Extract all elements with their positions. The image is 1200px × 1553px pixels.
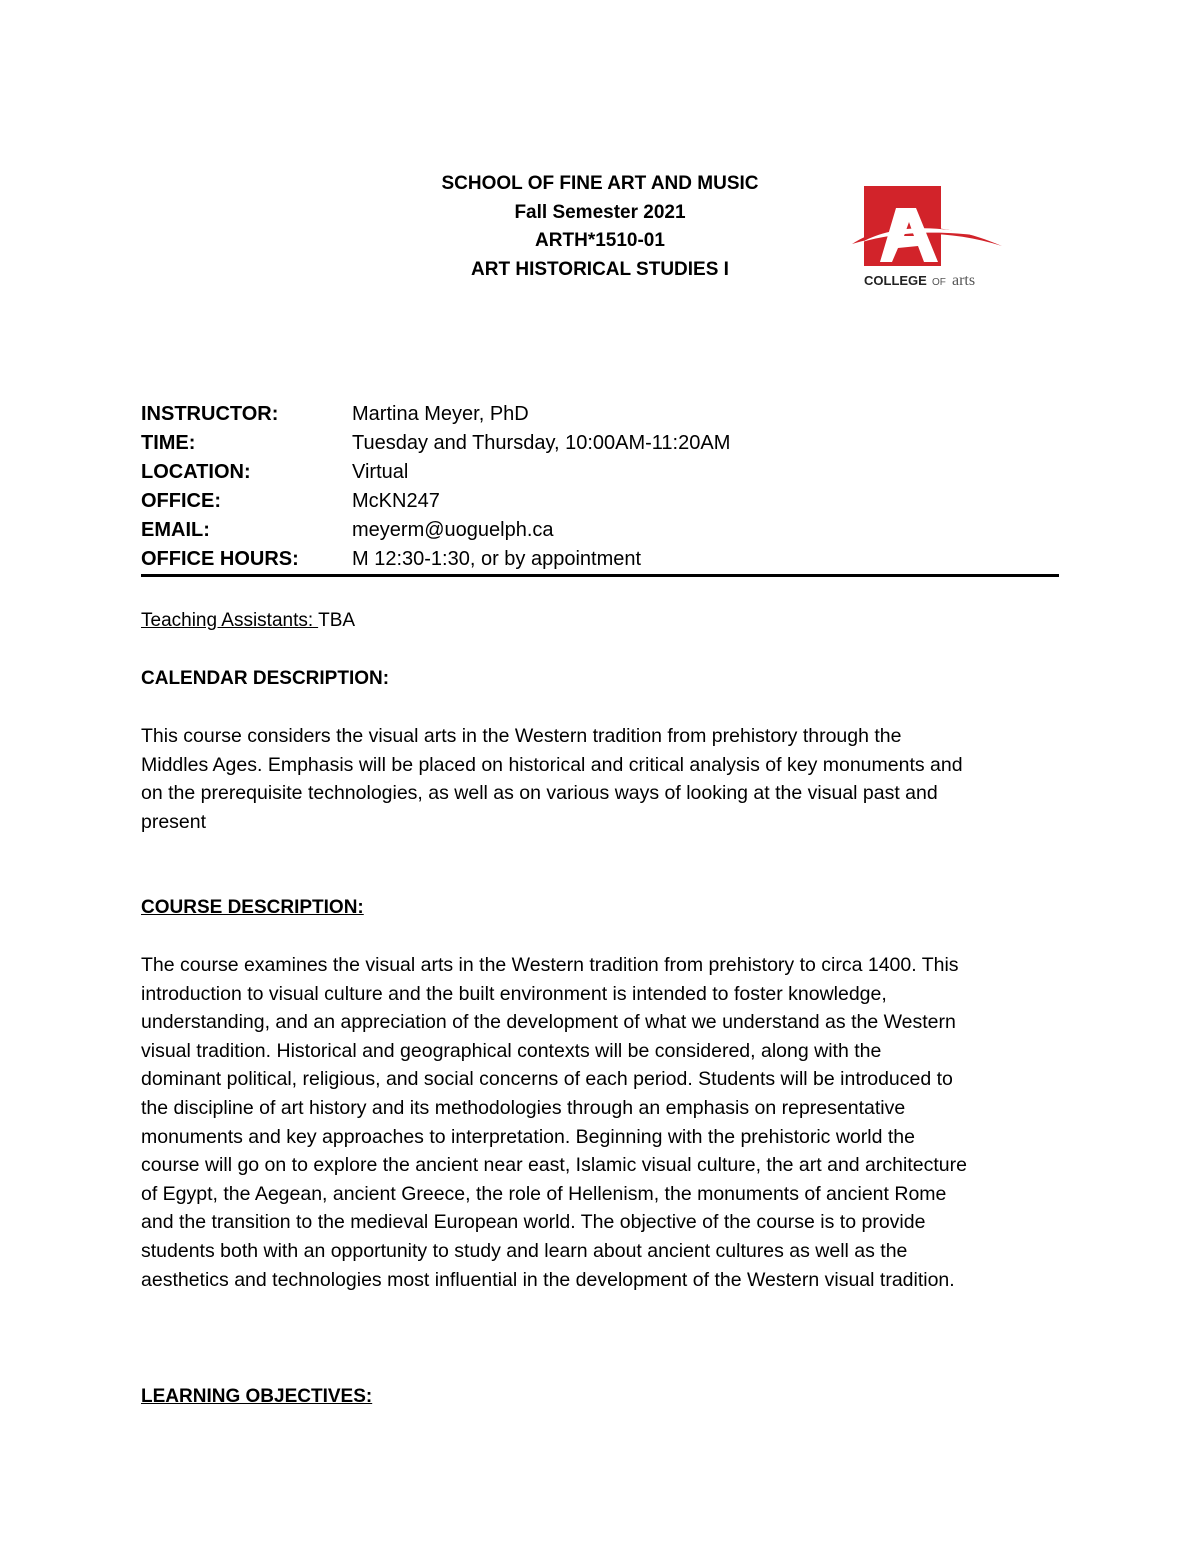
info-row-time bbox=[141, 429, 1061, 458]
paragraph-line: on the prerequisite technologies, as well as on various ways of looking at the visual past and bbox=[141, 782, 938, 805]
course-title: ART HISTORICAL STUDIES I bbox=[471, 258, 729, 280]
calendar-description-heading: CALENDAR DESCRIPTION: bbox=[141, 668, 390, 689]
paragraph-line: dominant political, religious, and social concerns of each period. Students will be introduced to bbox=[141, 1068, 953, 1091]
paragraph-line: of Egypt, the Aegean, ancient Greece, the role of Hellenism, the monuments of ancient Rome bbox=[141, 1182, 947, 1205]
teaching-assistants-value: TBA bbox=[318, 610, 356, 631]
course-description-heading: COURSE DESCRIPTION: bbox=[141, 897, 364, 918]
teaching-assistants bbox=[141, 607, 355, 635]
paragraph-line: This course considers the visual arts in the Western tradition from prehistory through the bbox=[141, 725, 902, 747]
info-label: EMAIL: bbox=[141, 519, 210, 541]
info-value: Martina Meyer, PhD bbox=[352, 403, 529, 425]
paragraph-line: visual tradition. Historical and geographical contexts will be considered, along with the bbox=[141, 1039, 882, 1062]
info-label: INSTRUCTOR: bbox=[141, 403, 279, 425]
course-description-text bbox=[141, 951, 1071, 1294]
info-value: McKN247 bbox=[352, 490, 440, 512]
calendar-description-text bbox=[141, 722, 1071, 836]
paragraph-line: students both with an opportunity to study and learn about ancient cultures as well as the bbox=[141, 1239, 908, 1262]
learning-objectives-heading: LEARNING OBJECTIVES: bbox=[141, 1386, 373, 1407]
course-info-table bbox=[141, 400, 1061, 574]
section-divider bbox=[141, 574, 1059, 577]
logo-text-of: OF bbox=[932, 277, 946, 288]
paragraph-line: Middles Ages. Emphasis will be placed on historical and critical analysis of key monuments and bbox=[141, 753, 963, 776]
paragraph-line: introduction to visual culture and the built environment is intended to foster knowledge, bbox=[141, 982, 887, 1005]
info-row-email bbox=[141, 516, 1061, 545]
info-row-instructor bbox=[141, 400, 1061, 429]
school-name: SCHOOL OF FINE ART AND MUSIC bbox=[441, 173, 759, 194]
info-value: meyerm@uoguelph.ca bbox=[352, 519, 554, 541]
paragraph-line: aesthetics and technologies most influential in the development of the Western visual tradition. bbox=[141, 1268, 955, 1291]
paragraph-line: and the transition to the medieval European world. The objective of the course is to provide bbox=[141, 1211, 926, 1234]
info-label: LOCATION: bbox=[141, 461, 251, 483]
college-of-arts-logo bbox=[852, 186, 1002, 290]
info-label: OFFICE: bbox=[141, 490, 221, 512]
paragraph-line: the discipline of art history and its methodologies through an emphasis on representative bbox=[141, 1096, 906, 1119]
logo-text-college: COLLEGE bbox=[864, 273, 927, 288]
info-value: Virtual bbox=[352, 461, 409, 483]
paragraph-line: present bbox=[141, 810, 207, 833]
paragraph-line: understanding, and an appreciation of the development of what we understand as the Western bbox=[141, 1011, 956, 1034]
info-label: OFFICE HOURS: bbox=[141, 548, 299, 570]
document-header bbox=[300, 170, 900, 284]
info-row-office bbox=[141, 487, 1061, 516]
info-row-location bbox=[141, 458, 1061, 487]
semester: Fall Semester 2021 bbox=[514, 201, 686, 223]
info-label: TIME: bbox=[141, 432, 196, 454]
paragraph-line: course will go on to explore the ancient near east, Islamic visual culture, the art and architecture bbox=[141, 1154, 967, 1177]
logo-text-arts: arts bbox=[952, 272, 976, 289]
teaching-assistants-label: Teaching Assistants: bbox=[141, 610, 319, 631]
info-value: Tuesday and Thursday, 10:00AM-11:20AM bbox=[352, 432, 731, 454]
info-value: M 12:30-1:30, or by appointment bbox=[352, 548, 642, 570]
paragraph-line: monuments and key approaches to interpretation. Beginning with the prehistoric world the bbox=[141, 1125, 915, 1148]
paragraph-line: The course examines the visual arts in the Western tradition from prehistory to circa 1400. This bbox=[141, 954, 959, 976]
info-row-office-hours bbox=[141, 545, 1061, 574]
course-code: ARTH*1510-01 bbox=[535, 230, 665, 251]
